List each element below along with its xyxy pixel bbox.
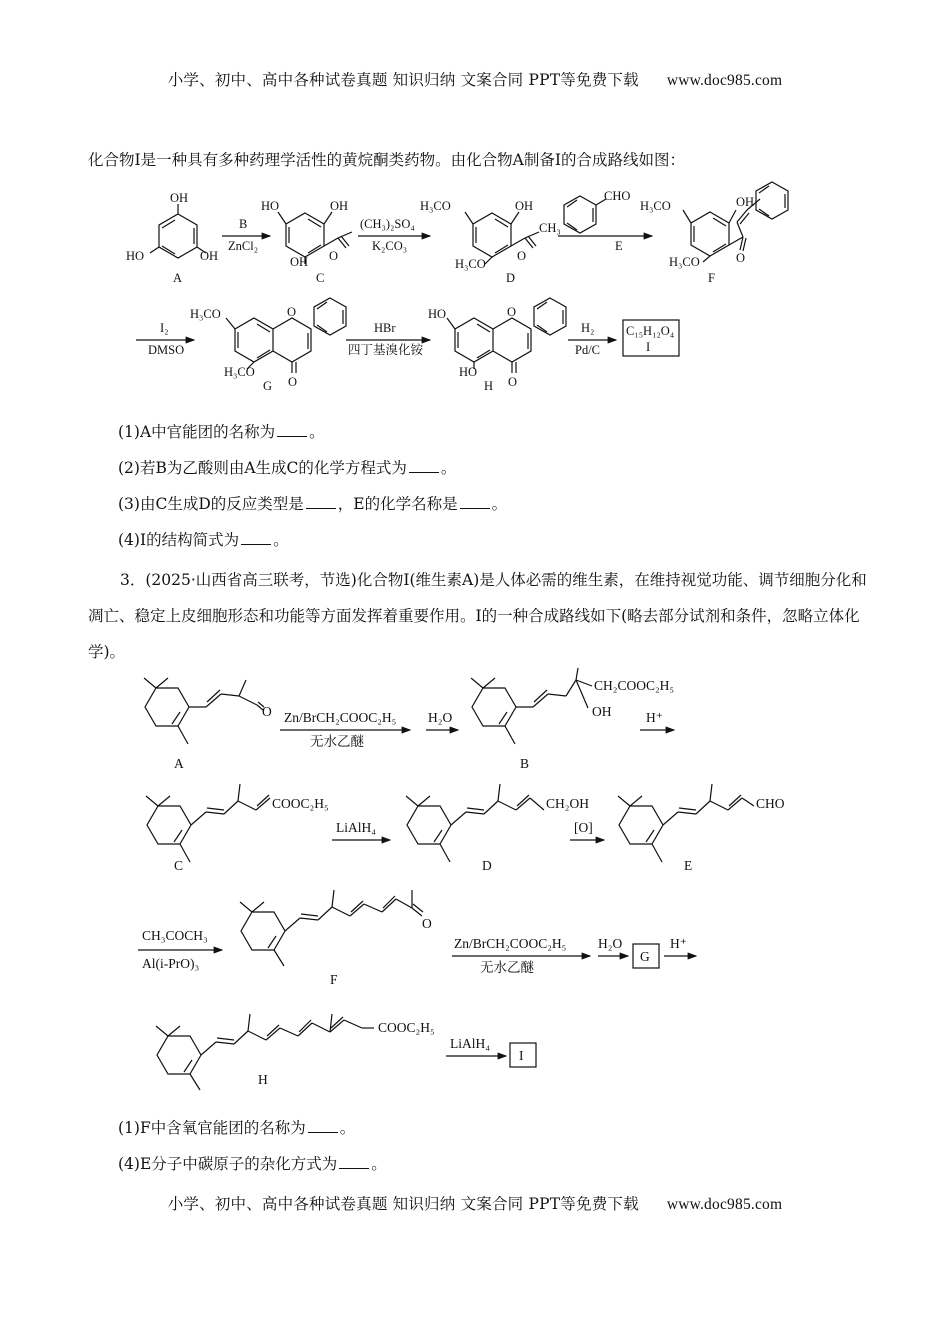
h-o-ring: O — [507, 305, 517, 319]
s2-reagent-1-top: Zn/BrCH₂COOC₂H₅ — [284, 710, 397, 725]
h-o-carbonyl: O — [508, 375, 518, 389]
reagent-6-top: H₂ — [581, 321, 595, 335]
problem3-q4: (4)E分子中碳原子的杂化方式为 。 — [118, 1155, 387, 1173]
benzaldehyde-structure — [564, 196, 606, 233]
label-a: A — [173, 271, 183, 285]
reagent-1-bottom: ZnCl₂ — [228, 239, 259, 253]
s2-b-substituent: CH₂COOC₂H₅ — [594, 678, 675, 693]
e-cho: CHO — [604, 189, 631, 203]
c-ho: HO — [261, 199, 280, 213]
a-oh-top: OH — [170, 191, 189, 205]
reagent-3-bottom: E — [615, 239, 623, 253]
label-h: H — [484, 379, 494, 393]
h-ho: HO — [428, 307, 447, 321]
scheme2-compound-b-structure — [471, 668, 592, 744]
compound-g-structure — [226, 298, 346, 373]
d-h3co: H₃CO — [420, 199, 451, 213]
problem2-q2: (2)若B为乙酸则由A生成C的化学方程式为 。 — [118, 459, 457, 477]
s2-hplus-2: H⁺ — [670, 936, 687, 951]
compound-a-structure — [150, 204, 206, 258]
d-oh: OH — [515, 199, 534, 213]
label-d: D — [506, 271, 516, 285]
c-o: O — [329, 249, 339, 263]
scheme2-compound-a-structure — [144, 678, 264, 744]
g-h3co-bottom: H₃CO — [224, 365, 255, 379]
reagent-6-bottom: Pd/C — [575, 343, 601, 357]
compound-f-structure — [683, 182, 788, 262]
g-o-carbonyl: O — [288, 375, 298, 389]
s2-label-f: F — [330, 972, 338, 987]
s2-h2o-2: H₂O — [598, 936, 623, 951]
s2-label-e: E — [684, 858, 693, 873]
g-o-ring: O — [287, 305, 297, 319]
s2-label-c: C — [174, 858, 184, 873]
reagent-2-bottom: K₂CO₃ — [372, 239, 408, 253]
s2-reagent-2-bottom: 无水乙醚 — [480, 960, 534, 975]
reagent-5-top: HBr — [374, 321, 396, 335]
problem2-q1: (1)A中官能团的名称为 。 — [118, 423, 325, 441]
s2-hplus-1: H⁺ — [646, 710, 663, 725]
product-i-label: I — [646, 340, 651, 354]
reagent-2-top: (CH₃)₂SO₄ — [360, 217, 415, 231]
s2-h2o-1: H₂O — [428, 710, 453, 725]
scheme2-compound-d-structure — [406, 784, 544, 862]
s2-a-o: O — [262, 704, 272, 719]
f-oh: OH — [736, 195, 755, 209]
a-ho-left: HO — [126, 249, 145, 263]
g-h3co: H₃CO — [190, 307, 221, 321]
problem3-intro: 3．(2025·山西省高三联考，节选)化合物I(维生素A)是人体必需的维生素，在维持视觉功能、调节细胞分化和凋亡、稳定上皮细胞形态和功能等方面发挥着重要作用。I的一种合成路线如下(略去部分试剂和条件，忽略立体化学)。 — [88, 571, 867, 661]
f-o: O — [736, 251, 746, 265]
s2-label-b: B — [520, 756, 530, 771]
product-i-formula: C₁₅H₁₂O₄ — [626, 324, 675, 338]
problem2-intro: 化合物Ⅰ是一种具有多种药理学活性的黄烷酮类药物。由化合物A制备Ⅰ的合成路线如图： — [88, 151, 685, 169]
scheme2-compound-e-structure — [618, 784, 754, 862]
reagent-5-bottom: 四丁基溴化铵 — [348, 343, 424, 357]
s2-label-d: D — [482, 858, 492, 873]
f-h3co-bottom: H₃CO — [669, 255, 700, 269]
s2-reagent-2-top: Zn/BrCH₂COOC₂H₅ — [454, 936, 567, 951]
header-text: 小学、初中、高中各种试卷真题 知识归纳 文案合同 PPT等免费下载 — [167, 71, 639, 89]
s2-reagent-e: [O] — [574, 820, 593, 835]
s2-reagent-d: LiAlH₄ — [336, 820, 376, 835]
reagent-1-top: B — [239, 217, 248, 231]
s2-box-i: I — [519, 1048, 524, 1063]
label-g: G — [263, 379, 273, 393]
label-f: F — [708, 271, 715, 285]
s2-reagent-f-bottom: Al(i-PrO)₃ — [142, 956, 200, 971]
scheme2-compound-f-structure — [240, 890, 423, 966]
reagent-4-bottom: DMSO — [148, 343, 185, 357]
a-oh-right: OH — [200, 249, 219, 263]
s2-label-h: H — [258, 1072, 268, 1087]
s2-reagent-1-bottom: 无水乙醚 — [310, 734, 364, 749]
s2-h-cooet: COOC₂H₅ — [378, 1020, 435, 1035]
label-c: C — [316, 271, 325, 285]
problem2-q3: (3)由C生成D的反应类型是 ，E的化学名称是 。 — [118, 495, 508, 513]
d-o: O — [517, 249, 527, 263]
s2-c-cooet: COOC₂H₅ — [272, 796, 329, 811]
d-h3co-bottom: H₃CO — [455, 257, 486, 271]
s2-e-cho: CHO — [756, 796, 785, 811]
problem2-q4: (4)I的结构简式为 。 — [118, 531, 289, 549]
s2-f-o: O — [422, 916, 432, 931]
h-ho-bottom: HO — [459, 365, 478, 379]
footer-text: 小学、初中、高中各种试卷真题 知识归纳 文案合同 PPT等免费下载 — [167, 1195, 639, 1213]
d-ch3: CH₃ — [539, 221, 561, 235]
s2-d-ch2oh: CH₂OH — [546, 796, 589, 811]
footer-url[interactable]: www.doc985.com — [666, 1196, 783, 1213]
reagent-4-top: I₂ — [160, 321, 169, 335]
s2-b-oh: OH — [592, 704, 612, 719]
header-url[interactable]: www.doc985.com — [666, 72, 783, 89]
c-oh-bottom: OH — [290, 255, 309, 269]
s2-reagent-f-top: CH₃COCH₃ — [142, 928, 208, 943]
scheme2-compound-c-structure — [146, 784, 270, 862]
c-oh: OH — [330, 199, 349, 213]
f-h3co: H₃CO — [640, 199, 671, 213]
s2-reagent-i: LiAlH₄ — [450, 1036, 490, 1051]
s2-label-a: A — [174, 756, 184, 771]
problem3-q1: (1)F中含氧官能团的名称为 。 — [118, 1119, 356, 1137]
s2-box-g: G — [640, 949, 650, 964]
